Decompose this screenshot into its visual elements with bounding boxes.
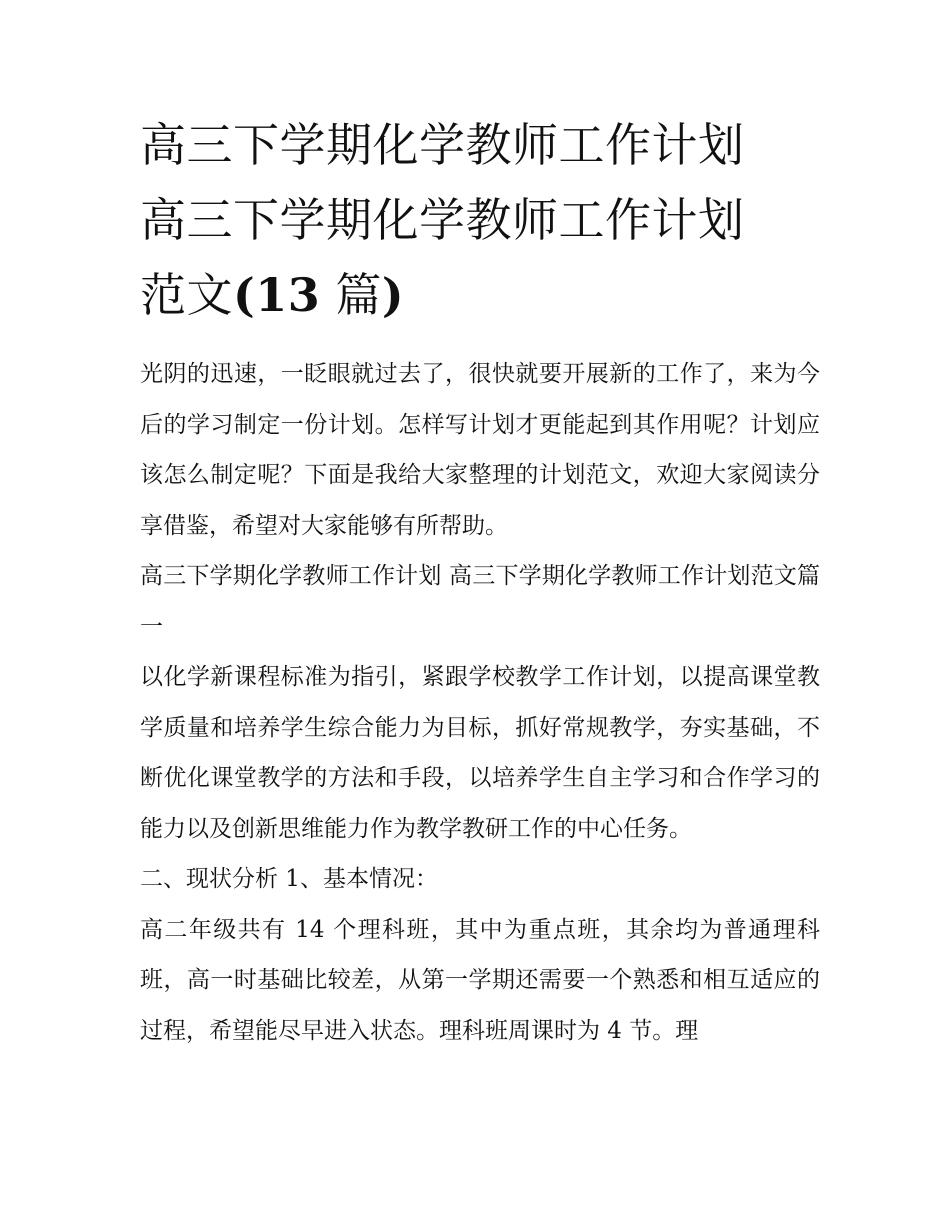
document-title <box>140 108 820 333</box>
paragraph-analysis-heading: 二、现状分析 1、基本情况： <box>140 866 438 892</box>
paragraph-guiding-ideas: 以化学新课程标准为指引，紧跟学校教学工作计划，以提高课堂教学质量和培养学生综合能力为目标，抓好常规教学，夯实基础，不断优化课堂教学的方法和手段，以培养学生自主学习和合作学习的能力以及创新思维能力作为教学教研工作的中心任务。 <box>140 664 820 842</box>
paragraph-basic-situation: 高二年级共有 14 个理科班，其中为重点班，其余均为普通理科班，高一时基础比较差，从第一学期还需要一个熟悉和相互适应的过程，希望能尽早进入状态。理科班周课时为 4 节。理 <box>140 916 820 1044</box>
title-line-3-close: ) <box>381 268 405 322</box>
title-line-3-prefix: 范文 <box>140 268 233 322</box>
title-line-3-suffix: 篇 <box>320 268 382 322</box>
document-body <box>140 349 820 1056</box>
title-line-3-count: (13 <box>233 268 321 322</box>
title-line-2: 高三下学期化学教师工作计划 <box>140 193 745 247</box>
paragraph-intro: 光阴的迅速，一眨眼就过去了，很快就要开展新的工作了，来为今后的学习制定一份计划。怎样写计划才更能起到其作用呢？计划应该怎么制定呢？下面是我给大家整理的计划范文，欢迎大家阅读分享借鉴，希望对大家能够有所帮助。 <box>140 361 820 539</box>
document-page <box>140 108 820 1056</box>
paragraph-section-heading: 高三下学期化学教师工作计划 高三下学期化学教师工作计划范文篇一 <box>140 563 820 640</box>
title-line-1: 高三下学期化学教师工作计划 <box>140 118 745 172</box>
